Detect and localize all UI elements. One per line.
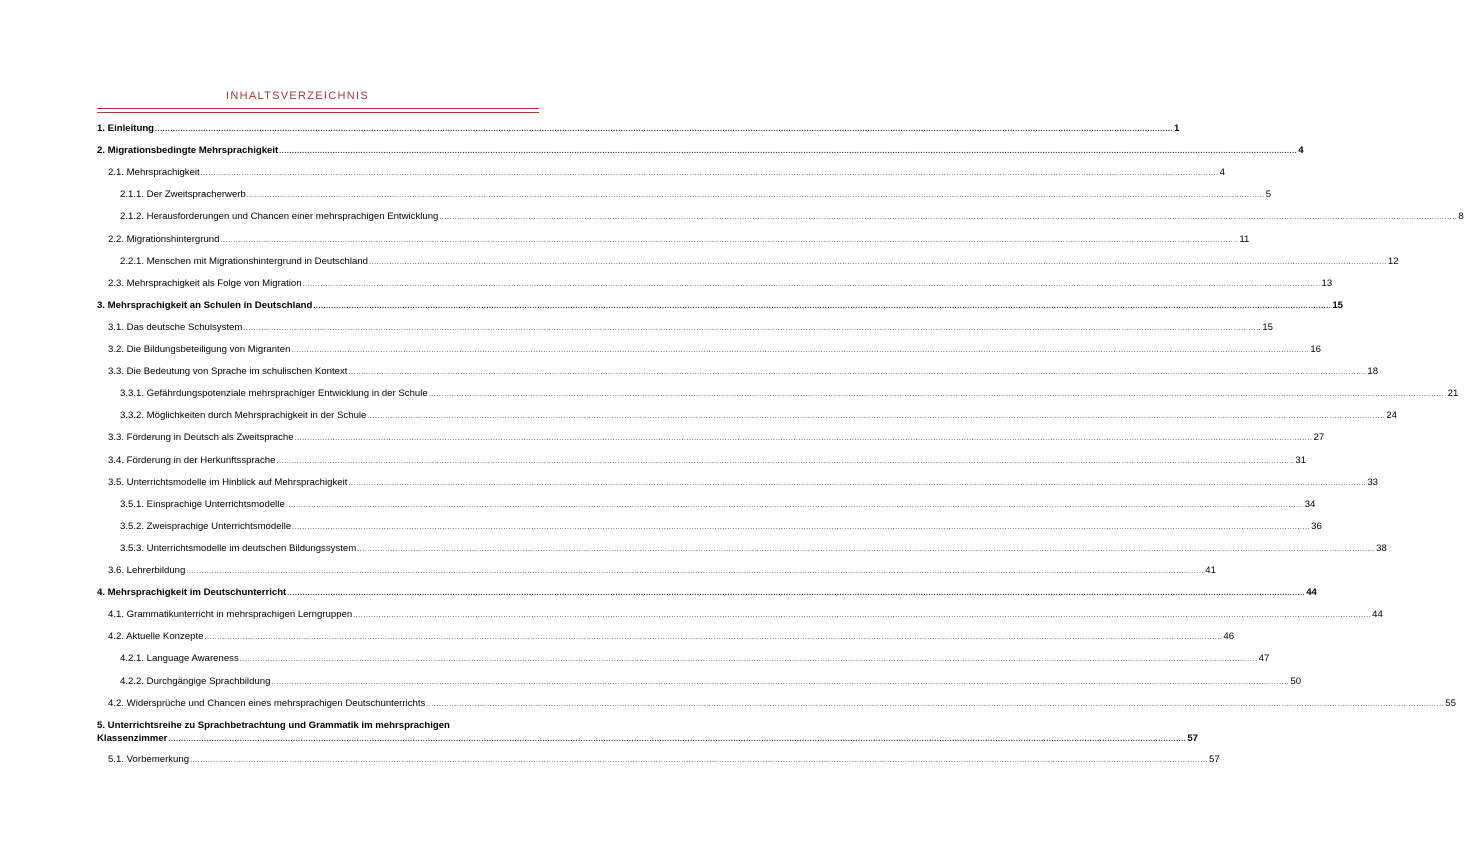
toc-leader-dots: ................................................................................................................................................................................................................................................................................................................................................................................................................ [220, 236, 1239, 244]
toc-entry-page: 44 [1372, 609, 1383, 621]
toc-entry-page: 36 [1311, 520, 1322, 532]
toc-entry-label: 3.3. Die Bedeutung von Sprache im schulischen Kontext [108, 366, 348, 378]
toc-entry[interactable] [108, 476, 1379, 490]
toc-entry-page: 24 [1386, 410, 1397, 422]
toc-entry-page: 46 [1223, 631, 1235, 643]
toc-entry[interactable] [108, 454, 1307, 468]
toc-entry-page: 21 [1447, 388, 1459, 400]
toc-entry[interactable] [97, 144, 1304, 158]
toc-entry-page: 50 [1290, 675, 1302, 687]
toc-entry-label: 4.2. Widersprüche und Chancen eines mehrsprachigen Deutschunterrichts [108, 697, 426, 709]
toc-entry[interactable] [108, 365, 1379, 379]
toc-entry-label: 3.5.1. Einsprachige Unterrichtsmodelle [120, 498, 285, 510]
toc-entry[interactable] [120, 255, 1399, 269]
toc-entry-label: 4.2. Aktuelle Konzepte [108, 631, 204, 643]
toc-leader-dots: ................................................................................................................................................................................................................................................................................................................................................................................................................ [428, 391, 1447, 399]
toc-leader-dots: ................................................................................................................................................................................................................................................................................................................................................................................................................ [168, 735, 1187, 743]
toc-entry[interactable] [108, 233, 1250, 247]
toc-leader-dots: ................................................................................................................................................................................................................................................................................................................................................................................................................ [243, 324, 1262, 332]
toc-entry[interactable] [108, 753, 1220, 767]
toc-entry[interactable] [120, 409, 1397, 423]
toc-entry-page: 1 [1173, 123, 1180, 134]
toc-entry-page: 55 [1445, 697, 1456, 709]
toc-entry[interactable] [108, 630, 1235, 644]
toc-entry[interactable] [108, 321, 1273, 335]
title-rule-bottom [97, 112, 539, 113]
toc-entry-label: 3. Mehrsprachigkeit an Schulen in Deutschland [97, 299, 313, 311]
toc-leader-dots: ................................................................................................................................................................................................................................................................................................................................................................................................................ [313, 302, 1332, 310]
toc-leader-dots: ................................................................................................................................................................................................................................................................................................................................................................................................................ [279, 148, 1298, 156]
toc-leader-dots: ................................................................................................................................................................................................................................................................................................................................................................................................................ [271, 678, 1290, 686]
toc-entry-label: 5.1. Vorbemerkung [108, 753, 190, 765]
toc-entry-label: 2.1.1. Der Zweitspracherwerb [120, 189, 246, 201]
toc-entry-label: 2.1.2. Herausforderungen und Chancen einer mehrsprachigen Entwicklung [120, 211, 439, 223]
toc-leader-dots: ................................................................................................................................................................................................................................................................................................................................................................................................................ [357, 545, 1376, 553]
toc-entry-page: 38 [1376, 542, 1387, 554]
toc-leader-dots: ................................................................................................................................................................................................................................................................................................................................................................................................................ [439, 214, 1458, 222]
toc-entry-page: 31 [1295, 454, 1307, 466]
toc-leader-dots: ................................................................................................................................................................................................................................................................................................................................................................................................................ [294, 435, 1313, 443]
toc-entry-label: 3.1. Das deutsche Schulsystem [108, 321, 243, 333]
toc-entry-label: 4.2.2. Durchgängige Sprachbildung [120, 675, 271, 687]
toc-entry[interactable] [120, 387, 1459, 401]
toc-entry[interactable] [108, 564, 1216, 578]
toc-leader-dots: ................................................................................................................................................................................................................................................................................................................................................................................................................ [348, 479, 1367, 487]
toc-entry[interactable] [120, 675, 1302, 689]
toc-entry[interactable] [108, 277, 1333, 291]
toc-entry-label: 2.2.1. Menschen mit Migrationshintergrund in Deutschland [120, 255, 368, 267]
toc-leader-dots: ................................................................................................................................................................................................................................................................................................................................................................................................................ [291, 347, 1310, 354]
toc-entry-label: 3.5.2. Zweisprachige Unterrichtsmodelle [120, 520, 292, 532]
toc-entry-label: 3.2. Die Bildungsbeteiligung von Migranten [108, 344, 291, 355]
toc-entry-label: 2.1. Mehrsprachigkeit [108, 167, 200, 179]
toc-leader-dots: ................................................................................................................................................................................................................................................................................................................................................................................................................ [353, 612, 1372, 620]
toc-entry-label: 4. Mehrsprachigkeit im Deutschunterricht [97, 587, 287, 599]
toc-entry[interactable] [108, 343, 1322, 357]
toc-entry-label: 3.3.1. Gefährdungspotenziale mehrsprachiger Entwicklung in der Schule [120, 388, 428, 400]
toc-entry-page: 8 [1458, 211, 1464, 223]
toc-leader-dots: ................................................................................................................................................................................................................................................................................................................................................................................................................ [287, 590, 1306, 598]
toc-entry-page: 18 [1367, 366, 1379, 378]
toc-entry[interactable] [108, 608, 1383, 622]
toc-entry-page: 11 [1239, 233, 1250, 245]
toc-leader-dots: ................................................................................................................................................................................................................................................................................................................................................................................................................ [276, 457, 1295, 465]
toc-entry-label-continued: Klassenzimmer [97, 732, 168, 744]
toc-entry-page: 33 [1367, 476, 1379, 488]
toc-entry-label: 2. Migrationsbedingte Mehrsprachigkeit [97, 145, 279, 157]
toc-leader-dots: ................................................................................................................................................................................................................................................................................................................................................................................................................ [186, 568, 1205, 575]
toc-entry-label: 2.2. Migrationshintergrund [108, 233, 220, 245]
toc-entry-label: 3.3. Förderung in Deutsch als Zweitsprache [108, 432, 294, 444]
toc-entry[interactable] [97, 299, 1343, 313]
toc-entry-label: 3.5. Unterrichtsmodelle im Hinblick auf Mehrsprachigkeit [108, 476, 348, 488]
toc-entry-page: 4 [1298, 145, 1304, 157]
toc-entry-page: 15 [1262, 321, 1273, 333]
toc-leader-dots: ................................................................................................................................................................................................................................................................................................................................................................................................................ [239, 656, 1258, 664]
toc-entry[interactable] [120, 498, 1316, 512]
toc-leader-dots: ................................................................................................................................................................................................................................................................................................................................................................................................................ [348, 369, 1367, 377]
toc-entry[interactable] [120, 210, 1464, 224]
toc-entry[interactable] [97, 719, 1198, 746]
toc-entry-page: 13 [1321, 277, 1333, 289]
toc-entry[interactable] [108, 166, 1225, 180]
toc-entry[interactable] [108, 431, 1325, 445]
toc-entry[interactable] [97, 122, 1180, 136]
toc-entry-label: 5. Unterrichtsreihe zu Sprachbetrachtung und Grammatik im mehrsprachigen [97, 719, 450, 731]
toc-entry-page: 34 [1304, 498, 1316, 510]
toc-title: INHALTSVERZEICHNIS [226, 90, 369, 102]
toc-entry-page: 4 [1219, 167, 1225, 179]
toc-leader-dots: ................................................................................................................................................................................................................................................................................................................................................................................................................ [426, 700, 1445, 708]
toc-entry-label: 4.1. Grammatikunterricht in mehrsprachigen Lerngruppen [108, 609, 353, 621]
toc-entry-page: 47 [1258, 653, 1270, 665]
toc-entry-page: 44 [1306, 587, 1317, 599]
toc-leader-dots: ................................................................................................................................................................................................................................................................................................................................................................................................................ [292, 523, 1311, 531]
toc-leader-dots: ................................................................................................................................................................................................................................................................................................................................................................................................................ [302, 280, 1321, 288]
toc-entry[interactable] [108, 697, 1456, 711]
toc-entry-page: 57 [1209, 753, 1220, 765]
toc-leader-dots: ................................................................................................................................................................................................................................................................................................................................................................................................................ [367, 413, 1386, 421]
toc-leader-dots: ................................................................................................................................................................................................................................................................................................................................................................................................................ [155, 126, 1173, 133]
toc-entry-page: 41 [1205, 565, 1216, 576]
toc-entry-label: 3.6. Lehrerbildung [108, 565, 186, 576]
toc-leader-dots: ................................................................................................................................................................................................................................................................................................................................................................................................................ [246, 192, 1265, 200]
toc-entry-page: 27 [1313, 432, 1325, 444]
toc-leader-dots: ................................................................................................................................................................................................................................................................................................................................................................................................................ [285, 501, 1304, 509]
title-rule-top [97, 108, 539, 109]
toc-entry-label: 1. Einleitung [97, 123, 155, 134]
toc-leader-dots: ................................................................................................................................................................................................................................................................................................................................................................................................................ [368, 258, 1387, 266]
toc-entry-page: 16 [1310, 344, 1322, 355]
toc-entry[interactable] [120, 520, 1322, 534]
toc-leader-dots: ................................................................................................................................................................................................................................................................................................................................................................................................................ [200, 170, 1219, 178]
toc-entry-page: 5 [1265, 189, 1272, 201]
toc-entry-page: 12 [1387, 255, 1399, 267]
toc-entry-label: 3.5.3. Unterrichtsmodelle im deutschen Bildungssystem [120, 542, 357, 554]
toc-entry-label: 3.3.2. Möglichkeiten durch Mehrsprachigkeit in der Schule [120, 410, 367, 422]
toc-entry-page: 15 [1332, 299, 1343, 311]
toc-entry-label: 3.4. Förderung in der Herkunftssprache [108, 454, 276, 466]
toc-entry-label: 4.2.1. Language Awareness [120, 653, 239, 665]
toc-leader-dots: ................................................................................................................................................................................................................................................................................................................................................................................................................ [204, 634, 1223, 642]
toc-entry[interactable] [120, 652, 1270, 666]
toc-entry[interactable] [120, 542, 1387, 556]
toc-entry[interactable] [120, 188, 1272, 202]
toc-entry[interactable] [97, 586, 1317, 600]
toc-entry-page: 57 [1187, 732, 1198, 744]
toc-entry-label: 2.3. Mehrsprachigkeit als Folge von Migration [108, 277, 302, 289]
toc-leader-dots: ................................................................................................................................................................................................................................................................................................................................................................................................................ [190, 756, 1209, 764]
